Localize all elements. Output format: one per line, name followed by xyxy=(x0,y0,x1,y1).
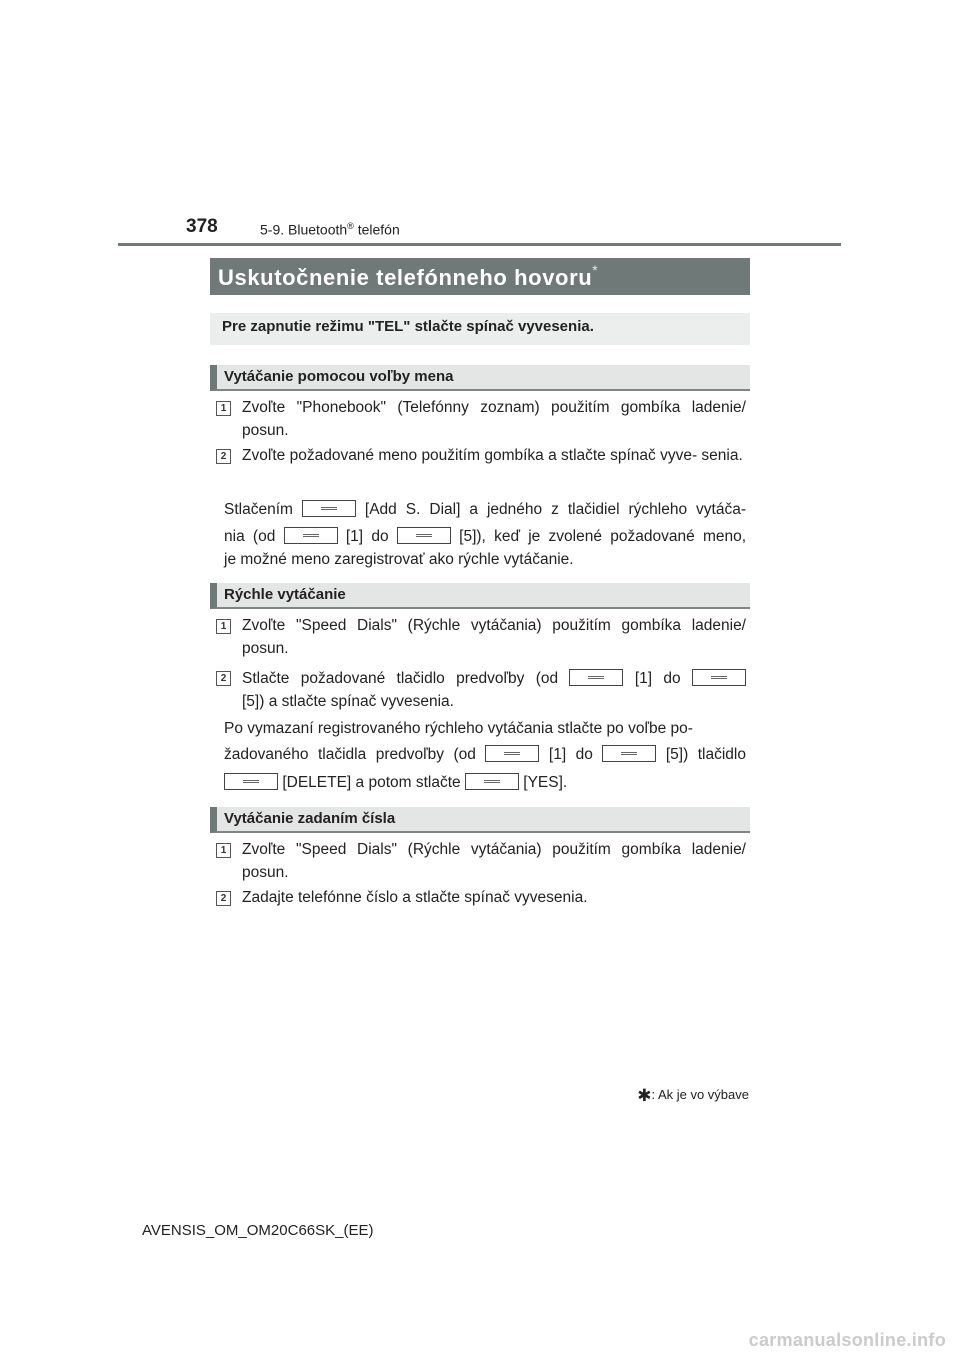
text-run: [5]), keď je zvolené požadované meno, xyxy=(459,528,747,545)
paragraph-line xyxy=(224,743,746,766)
step-text: [5]) a stlačte spínač vyvesenia. xyxy=(242,693,454,710)
text-run: [1] do xyxy=(548,746,593,763)
step-text: Zvoľte "Phonebook" (Telefónny zoznam) použitím gombíka ladenie/ posun. xyxy=(242,399,746,439)
screen-button-icon xyxy=(485,745,539,762)
text-run: Stlačením xyxy=(224,501,293,518)
paragraph-line: je možné meno zaregistrovať ako rýchle vytáčanie. xyxy=(224,551,574,568)
text-run: [YES]. xyxy=(523,774,568,791)
step-text: Zvoľte "Speed Dials" (Rýchle vytáčania) použitím gombíka ladenie/ posun. xyxy=(242,617,746,657)
document-code: AVENSIS_OM_OM20C66SK_(EE) xyxy=(142,1222,374,1239)
heading-number-dial: Vytáčanie zadaním čísla xyxy=(210,807,750,833)
header-divider xyxy=(118,243,841,246)
step-text: Zvoľte požadované meno použitím gombíka a stlačte spínač vyve- senia. xyxy=(242,447,743,464)
screen-button-icon xyxy=(397,527,451,544)
screen-button-icon xyxy=(692,669,746,686)
step-number: 1 xyxy=(216,619,231,634)
step-number: 2 xyxy=(216,671,231,686)
paragraph-line xyxy=(224,525,746,548)
screen-button-icon xyxy=(602,745,656,762)
text-run: [5]) tlačidlo xyxy=(665,746,746,763)
page-number: 378 xyxy=(186,216,218,237)
heading-name-dial: Vytáčanie pomocou voľby mena xyxy=(210,365,750,391)
screen-button-icon xyxy=(569,669,623,686)
text-run: [DELETE] a potom stlačte xyxy=(282,774,461,791)
text-run: [Add S. Dial] a jedného z tlačidiel rýchleho vytáča- xyxy=(364,501,747,518)
step-text: Zadajte telefónne číslo a stlačte spínač vyvesenia. xyxy=(242,889,588,906)
screen-button-icon xyxy=(284,527,338,544)
registered-mark: ® xyxy=(347,221,354,231)
step-number: 2 xyxy=(216,449,231,464)
page-title xyxy=(210,258,750,295)
step-number: 1 xyxy=(216,843,231,858)
section-label xyxy=(260,221,400,238)
text-run: [1] do xyxy=(345,528,389,545)
asterisk-icon: ✱ xyxy=(637,1086,652,1105)
step-number: 1 xyxy=(216,401,231,416)
footnote-text: : Ak je vo výbave xyxy=(651,1087,749,1102)
step-text: Zvoľte "Speed Dials" (Rýchle vytáčania) použitím gombíka ladenie/ posun. xyxy=(242,841,746,881)
step-number: 2 xyxy=(216,891,231,906)
section-suffix: telefón xyxy=(353,221,400,238)
intro-note: Pre zapnutie režimu "TEL" stlačte spínač vyvesenia. xyxy=(210,313,750,345)
step-text xyxy=(242,667,746,690)
optional-equipment-mark: * xyxy=(592,262,599,278)
paragraph-line xyxy=(224,771,746,794)
screen-button-icon xyxy=(302,500,356,517)
paragraph-line xyxy=(224,498,746,521)
screen-button-icon xyxy=(224,773,278,790)
section-prefix: 5-9. Bluetooth xyxy=(260,221,348,238)
watermark: carmanualsonline.info xyxy=(748,1330,946,1350)
text-run: žadovaného tlačidla predvoľby (od xyxy=(224,746,476,763)
text-run: Stlačte požadované tlačidlo predvoľby (od xyxy=(242,670,559,687)
page-title-text: Uskutočnenie telefónneho hovoru xyxy=(218,265,593,290)
paragraph-line: Po vymazaní registrovaného rýchleho vytáčania stlačte po voľbe po- xyxy=(224,720,693,737)
screen-button-icon xyxy=(465,773,519,790)
heading-speed-dial: Rýchle vytáčanie xyxy=(210,583,750,609)
text-run: [1] do xyxy=(634,670,681,687)
footnote xyxy=(637,1086,749,1106)
text-run: nia (od xyxy=(224,528,276,545)
